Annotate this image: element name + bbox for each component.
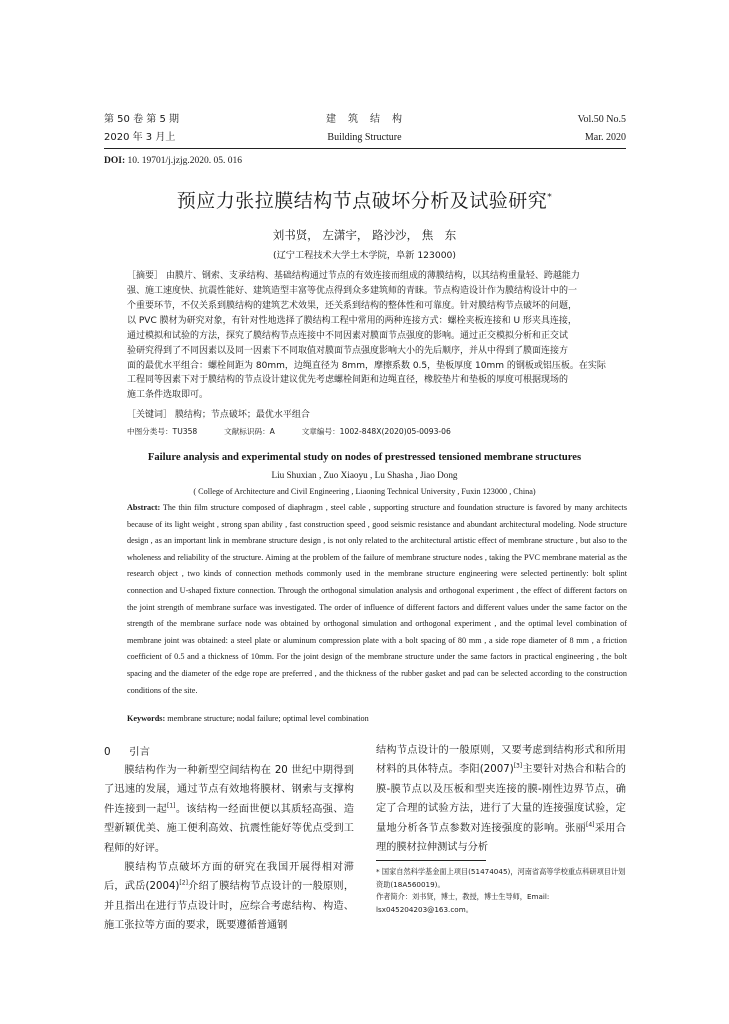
paragraph: 结构节点设计的一般原则，又要考虑到结构形式和所用材料的具体特点。李阳(2007)[3]主要针对热合和粘合的膜-膜节点以及压板和型夹连接的膜-刚性边界节点，确定了合理的试验方法，进行了大量的连接强度试验，定量地分析各节点参数对连接强度的影响。张丽[4]采用合理的膜材拉伸测试与分析 (376, 745, 626, 854)
footnote-fund: * 国家自然科学基金面上项目(51474045)，河南省高等学校重点科研项目计划资助(18A560019)。 (376, 867, 626, 889)
authors-en: Liu Shuxian , Zuo Xiaoyu , Lu Shasha , Jiao Dong (271, 470, 458, 480)
paragraph: 膜结构作为一种新型空间结构在 20 世纪中期得到了迅速的发展，通过节点有效地将膜材、钢索与支撑构件连接到一起[1]。该结构一经面世便以其质轻高强、造型新颖优美、施工便利高效、抗震性能好等优点受到工程师的好评。 (104, 765, 354, 854)
keywords-en (127, 714, 369, 723)
abstract-cn-line: 通过模拟和试验的方法，探究了膜结构节点连接中不同因素对膜面节点强度的影响。通过正交模拟分析和正交试 (127, 330, 569, 341)
keywords-cn (127, 408, 310, 423)
abstract-cn (127, 269, 627, 284)
footnote (376, 866, 626, 916)
abstract-en-text: The thin film structure composed of diaphragm , steel cable , supporting structure and foundation structure is favored by many architects because of its light weight , strong span ability , fast construction speed , good seismic resistance and abundant architectural modeling. Node structure design , as an important link in membrane structure design , is not only related to the architectural artistic effect of membrane structure , but also to the wholeness and reliability of the structure. Aiming at the problem of the failure of membrane structure nodes , taking the PVC membrane material as the research object , two kinds of connection methods commonly used in the membrane structure engineering were selected pertinently: bolt splint connection and U-shaped fixture connection. Through the orthogonal simulation analysis and orthogonal experiment , the effect of different factors on the joint strength of membrane surface was investigated. The order of influence of different factors and different values under the same factor on the strength of the membrane surface node was obtained by orthogonal simulation and orthogonal experiment , and the optimal level combination of membrane joint was obtained: a steel plate or aluminum compression plate with a bolt spacing of 80 mm , a side rope diameter of 8 mm , a friction coefficient of 0.5 and a thickness of 10mm. For the joint design of the membrane structure under the same factors in practical engineering , the bolt spacing and the diameter of the edge rope are preferred , and the thickness of the rubber gasket and pad can be selected according to the construction conditions of the site. (127, 503, 628, 695)
header-date-en: Mar. 2020 (584, 132, 626, 143)
header-date-cn: 2020 年 3 月上 (104, 132, 176, 143)
title-cn (0, 186, 729, 213)
authors-cn: 刘书贤， 左潇宇， 路沙沙， 焦 东 (272, 228, 457, 242)
title-footnote-mark: * (547, 192, 553, 203)
abstract-cn-line: 工程同等因素下对于膜结构的节点设计建议优先考虑螺栓间距和边绳直径，橡胶垫片和垫板的厚度可根据现场的 (127, 375, 569, 386)
doi-line (104, 156, 242, 166)
footnote-rule (376, 860, 486, 861)
header-rule (104, 148, 626, 149)
right-column (376, 741, 626, 857)
abstract-cn-line: 以 PVC 膜材为研究对象，有针对性地选择了膜结构工程中常用的两种连接方式：螺栓夹板连接和 U 形夹具连接， (127, 315, 577, 326)
abstract-cn-line: 面的最优水平组合：螺栓间距为 80mm，边绳直径为 8mm，摩擦系数 0.5，垫板厚度 10mm 的钢板或铝压板。在实际 (127, 360, 606, 371)
citation-1: [1] (167, 802, 176, 810)
header-journal-cn: 建 筑 结 构 (326, 114, 403, 125)
abstract-en (127, 500, 627, 699)
title-cn-text: 预应力张拉膜结构节点破坏分析及试验研究 (176, 190, 548, 212)
abstract-cn-label: ［摘要］ (127, 271, 164, 281)
section-title: 引言 (129, 746, 151, 758)
doi-value: 10. 19701/j.jzjg.2020. 05. 016 (127, 156, 243, 166)
section-number: 0 (104, 746, 111, 758)
clc-number: 中图分类号：TU358 (127, 427, 198, 436)
title-en: Failure analysis and experimental study on nodes of prestressed tensioned membrane structures (147, 452, 582, 463)
abstract-cn-line: 施工条件选取即可。 (127, 390, 209, 401)
abstract-cn-body (127, 284, 627, 403)
left-column (104, 761, 354, 936)
header-journal-en: Building Structure (327, 132, 402, 143)
abstract-cn-line: 个重要环节，不仅关系到膜结构的建筑艺术效果，还关系到结构的整体性和可靠度。针对膜结构节点破坏的问题， (127, 300, 578, 311)
affiliation-en: ( College of Architecture and Civil Engineering , Liaoning Technical University , Fuxin 123000 , China) (193, 487, 536, 496)
article-number: 文章编号：1002-848X(2020)05-0093-06 (301, 427, 451, 436)
citation-2: [2] (179, 880, 188, 888)
citation-3: [3] (513, 763, 523, 771)
classification-line (127, 425, 627, 438)
abstract-cn-line: 验研究得到了不同因素以及同一因素下不同取值对膜面节点强度影响大小的先后顺序，并从中得到了膜面连接方 (127, 345, 569, 356)
affiliation-cn: (辽宁工程技术大学土木学院，阜新 123000) (273, 250, 456, 261)
document-code: 文献标识码：A (224, 427, 275, 436)
paragraph: 膜结构节点破坏方面的研究在我国开展得相对滞后，武岳(2004)[2]介绍了膜结构节点设计的一般原则，并且指出在进行节点设计时，应综合考虑结构、构造、施工张拉等方面的要求，既要遵循普通钢 (104, 862, 355, 932)
abstract-cn-line: ［摘要］ 由膜片、钢索、支承结构、基础结构通过节点的有效连接而组成的薄膜结构，以其结构重量轻、跨越能力 (127, 271, 580, 281)
header-volume-cn: 第 50 卷 第 5 期 (104, 114, 179, 125)
abstract-cn-line: 强、施工速度快、抗震性能好、建筑造型丰富等优点得到众多建筑师的青睐。节点构造设计作为膜结构设计中的一 (127, 286, 578, 296)
keywords-en-label: Keywords: (127, 714, 166, 723)
keywords-cn-label: ［关键词］ (127, 410, 173, 420)
section-heading (104, 743, 150, 758)
keywords-en-text: membrane structure; nodal failure; optimal level combination (167, 714, 369, 723)
header-volume-en: Vol.50 No.5 (577, 114, 626, 125)
abstract-en-label: Abstract: (127, 503, 161, 512)
citation-4: [4] (586, 821, 595, 829)
keywords-cn-text: 膜结构；节点破坏；最优水平组合 (174, 410, 310, 420)
doi-label: DOI: (104, 156, 126, 166)
footnote-author: 作者简介：刘书贤，博士，教授，博士生导师，Email: lsx045204203@163.com。 (376, 892, 550, 914)
